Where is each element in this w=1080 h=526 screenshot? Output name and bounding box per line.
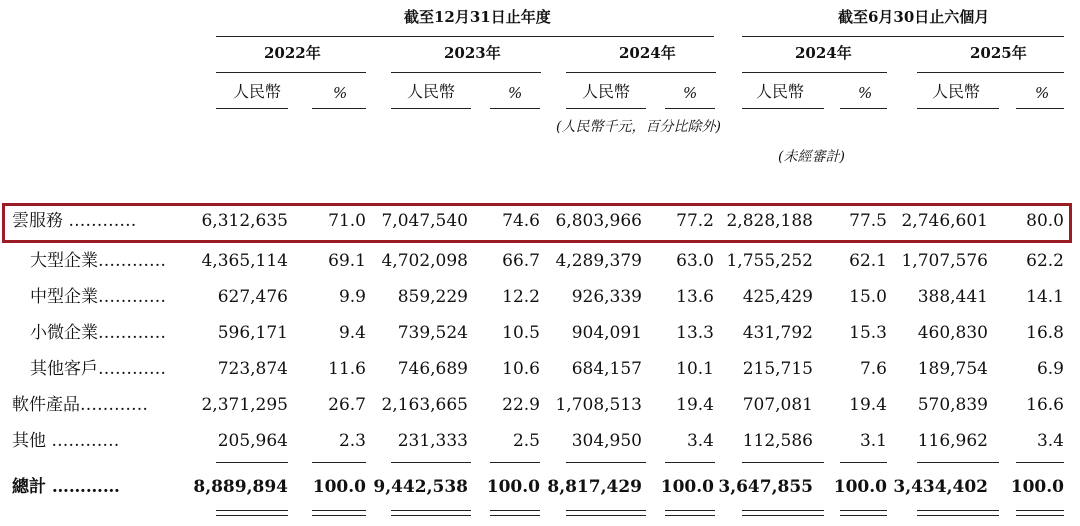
currency-header: 人民幣: [407, 82, 456, 101]
currency-header: 人民幣: [233, 82, 282, 101]
year-rule-2022: [216, 72, 366, 73]
percent-cell: 100.0: [312, 477, 366, 497]
percent-cell: 62.2: [1026, 251, 1064, 271]
half-year-group-header: 截至6月30日止六個月: [838, 8, 990, 26]
amount-cell: 739,524: [397, 323, 468, 343]
row-label: 大型企業…………: [30, 251, 166, 271]
amount-cell: 926,339: [571, 287, 642, 307]
percent-cell: 69.1: [328, 251, 366, 271]
year-rule-2024-hy: [742, 72, 887, 73]
percent-cell: 100.0: [1010, 477, 1064, 497]
fy-group-rule: [216, 36, 714, 37]
amount-cell: 6,803,966: [555, 211, 642, 231]
sub-rule: [1016, 108, 1064, 109]
percent-cell: 3.1: [859, 431, 887, 451]
percent-cell: 63.0: [676, 251, 714, 271]
amount-cell: 2,163,665: [381, 395, 468, 415]
percent-cell: 13.3: [676, 323, 714, 343]
subtotal-rule: [566, 462, 646, 463]
amount-cell: 1,708,513: [555, 395, 642, 415]
amount-cell: 2,828,188: [726, 211, 813, 231]
percent-cell: 100.0: [833, 477, 887, 497]
year-header-2022: 2022年: [264, 44, 321, 62]
sub-rule: [742, 108, 824, 109]
amount-cell: 116,962: [917, 431, 988, 451]
amount-cell: 215,715: [742, 359, 813, 379]
amount-cell: 425,429: [742, 287, 813, 307]
amount-cell: 205,964: [217, 431, 288, 451]
total-double-rule: [312, 510, 366, 511]
percent-cell: 2.3: [338, 431, 366, 451]
sub-rule: [840, 108, 887, 109]
percent-cell: 7.6: [859, 359, 887, 379]
percent-cell: 11.6: [328, 359, 366, 379]
amount-cell: 596,171: [217, 323, 288, 343]
unaudited-note: (未經審計): [778, 149, 845, 165]
fiscal-year-group-header: 截至12月31日止年度: [404, 8, 551, 26]
percent-cell: 15.3: [849, 323, 887, 343]
total-double-rule: [216, 515, 288, 516]
percent-cell: 14.1: [1026, 287, 1064, 307]
percent-cell: 77.2: [676, 211, 714, 231]
sub-rule: [665, 108, 715, 109]
subtotal-rule: [917, 462, 999, 463]
row-label: 其他 …………: [12, 431, 120, 451]
amount-cell: 189,754: [917, 359, 988, 379]
percent-cell: 10.1: [676, 359, 714, 379]
sub-rule: [917, 108, 999, 109]
amount-cell: 4,365,114: [201, 251, 288, 271]
sub-rule: [490, 108, 540, 109]
total-double-rule: [665, 515, 715, 516]
amount-cell: 431,792: [742, 323, 813, 343]
total-double-rule: [742, 515, 824, 516]
currency-header: 人民幣: [582, 82, 631, 101]
percent-cell: 13.6: [676, 287, 714, 307]
total-double-rule: [917, 515, 999, 516]
amount-cell: 1,707,576: [901, 251, 988, 271]
percent-cell: 66.7: [502, 251, 540, 271]
total-double-rule: [1016, 510, 1064, 511]
total-double-rule: [665, 510, 715, 511]
amount-cell: 3,647,855: [718, 477, 813, 497]
sub-rule: [312, 108, 366, 109]
amount-cell: 570,839: [917, 395, 988, 415]
total-double-rule: [391, 510, 471, 511]
amount-cell: 707,081: [742, 395, 813, 415]
percent-cell: 2.5: [512, 431, 540, 451]
amount-cell: 388,441: [917, 287, 988, 307]
percent-cell: 22.9: [502, 395, 540, 415]
subtotal-rule: [1016, 462, 1064, 463]
amount-cell: 7,047,540: [381, 211, 468, 231]
year-header-2023: 2023年: [444, 44, 501, 62]
amount-cell: 684,157: [571, 359, 642, 379]
percent-cell: 74.6: [502, 211, 540, 231]
total-double-rule: [1016, 515, 1064, 516]
total-double-rule: [391, 515, 471, 516]
percent-cell: 10.6: [502, 359, 540, 379]
row-label: 其他客戶…………: [30, 359, 166, 379]
amount-cell: 746,689: [397, 359, 468, 379]
row-label: 中型企業…………: [30, 287, 166, 307]
total-double-rule: [566, 515, 646, 516]
total-double-rule: [840, 515, 887, 516]
year-header-2024-hy: 2024年: [795, 44, 852, 62]
year-rule-2023: [391, 72, 541, 73]
total-double-rule: [216, 510, 288, 511]
percent-cell: 62.1: [849, 251, 887, 271]
amount-cell: 8,889,894: [193, 477, 288, 497]
amount-cell: 460,830: [917, 323, 988, 343]
percent-header: %: [508, 84, 523, 102]
amount-cell: 723,874: [217, 359, 288, 379]
percent-cell: 9.4: [338, 323, 366, 343]
total-double-rule: [742, 510, 824, 511]
currency-header: 人民幣: [756, 82, 805, 101]
row-label: 小微企業…………: [30, 323, 166, 343]
subtotal-rule: [665, 462, 715, 463]
total-double-rule: [566, 510, 646, 511]
percent-header: %: [858, 84, 873, 102]
total-double-rule: [312, 515, 366, 516]
percent-cell: 19.4: [849, 395, 887, 415]
year-header-2024-fy: 2024年: [619, 44, 676, 62]
percent-cell: 100.0: [486, 477, 540, 497]
unit-note: (人民幣千元，百分比除外): [556, 119, 721, 135]
sub-rule: [391, 108, 471, 109]
percent-cell: 19.4: [676, 395, 714, 415]
amount-cell: 231,333: [397, 431, 468, 451]
amount-cell: 627,476: [217, 287, 288, 307]
percent-cell: 16.8: [1026, 323, 1064, 343]
amount-cell: 2,371,295: [201, 395, 288, 415]
row-label: 軟件產品…………: [12, 395, 148, 415]
amount-cell: 6,312,635: [201, 211, 288, 231]
subtotal-rule: [490, 462, 540, 463]
amount-cell: 904,091: [571, 323, 642, 343]
amount-cell: 9,442,538: [373, 477, 468, 497]
year-rule-2024-fy: [566, 72, 716, 73]
total-double-rule: [490, 510, 540, 511]
amount-cell: 1,755,252: [726, 251, 813, 271]
subtotal-rule: [840, 462, 887, 463]
percent-cell: 15.0: [849, 287, 887, 307]
sub-rule: [216, 108, 288, 109]
percent-header: %: [333, 84, 348, 102]
year-header-2025-hy: 2025年: [970, 44, 1027, 62]
percent-header: %: [1035, 84, 1050, 102]
subtotal-rule: [391, 462, 471, 463]
percent-cell: 3.4: [1036, 431, 1064, 451]
total-double-rule: [840, 510, 887, 511]
currency-header: 人民幣: [932, 82, 981, 101]
percent-header: %: [683, 84, 698, 102]
sub-rule: [566, 108, 646, 109]
amount-cell: 112,586: [742, 431, 813, 451]
percent-cell: 77.5: [849, 211, 887, 231]
amount-cell: 304,950: [571, 431, 642, 451]
amount-cell: 4,702,098: [381, 251, 468, 271]
percent-cell: 6.9: [1036, 359, 1064, 379]
hy-group-rule: [742, 36, 1064, 37]
amount-cell: 4,289,379: [555, 251, 642, 271]
total-double-rule: [917, 510, 999, 511]
amount-cell: 8,817,429: [547, 477, 642, 497]
subtotal-rule: [216, 462, 288, 463]
percent-cell: 9.9: [338, 287, 366, 307]
percent-cell: 3.4: [686, 431, 714, 451]
percent-cell: 16.6: [1026, 395, 1064, 415]
row-label: 總計 …………: [12, 477, 120, 497]
total-double-rule: [490, 515, 540, 516]
percent-cell: 26.7: [328, 395, 366, 415]
amount-cell: 3,434,402: [893, 477, 988, 497]
amount-cell: 2,746,601: [901, 211, 988, 231]
year-rule-2025-hy: [917, 72, 1064, 73]
percent-cell: 12.2: [502, 287, 540, 307]
percent-cell: 100.0: [660, 477, 714, 497]
percent-cell: 80.0: [1026, 211, 1064, 231]
subtotal-rule: [742, 462, 824, 463]
percent-cell: 10.5: [502, 323, 540, 343]
percent-cell: 71.0: [328, 211, 366, 231]
row-label: 雲服務 …………: [12, 211, 137, 231]
subtotal-rule: [312, 462, 366, 463]
amount-cell: 859,229: [397, 287, 468, 307]
